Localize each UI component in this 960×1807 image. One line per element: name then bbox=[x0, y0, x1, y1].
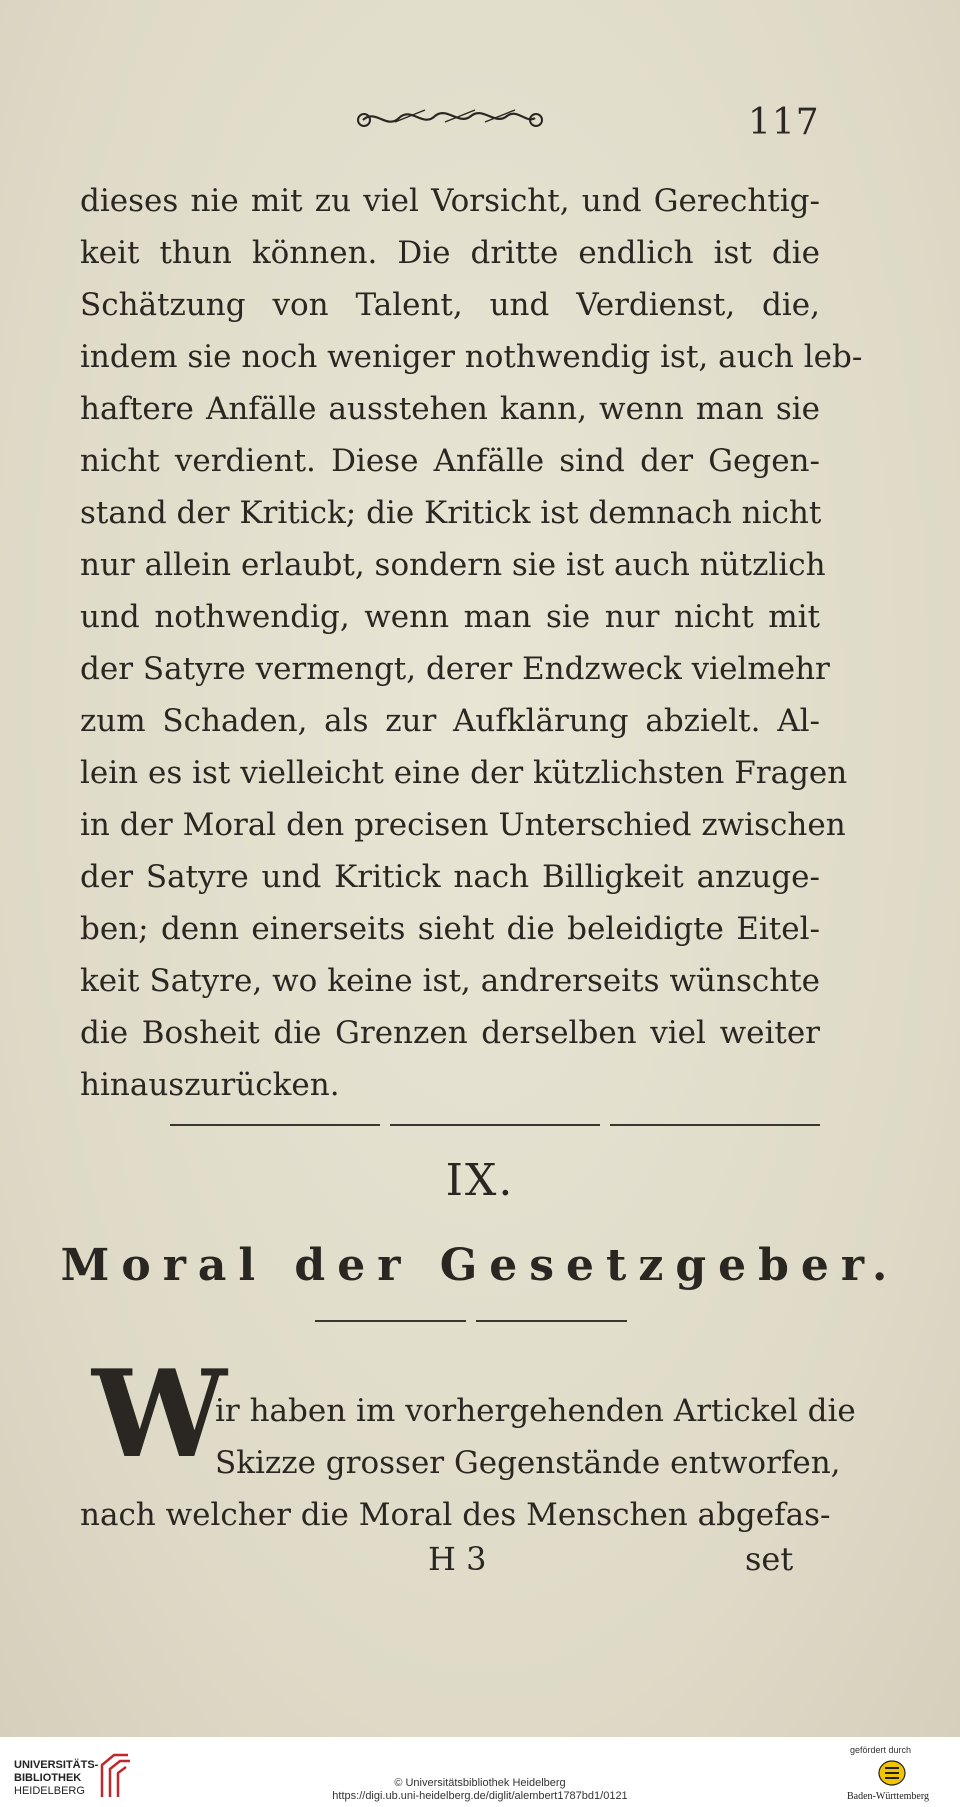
rule-segment bbox=[476, 1320, 627, 1322]
library-name-line: UNIVERSITÄTS- bbox=[14, 1759, 99, 1771]
text-line: ben; denn einerseits sieht die beleidigte Eitel- bbox=[80, 911, 820, 947]
sponsor-label: gefördert durch bbox=[850, 1745, 912, 1755]
text-line: keit Satyre, wo keine ist, andrerseits wünschte bbox=[80, 963, 820, 999]
text-line: Schätzung von Talent, und Verdienst, die, bbox=[80, 287, 820, 323]
title-underline-rule bbox=[315, 1320, 627, 1324]
catchword: set bbox=[745, 1540, 794, 1578]
footer bbox=[0, 1737, 960, 1807]
text-line: nur allein erlaubt, sondern sie ist auch nützlich bbox=[80, 547, 826, 583]
text-line: nach welcher die Moral des Menschen abgefas- bbox=[80, 1497, 831, 1533]
body-text bbox=[80, 175, 863, 1111]
section-number: IX. bbox=[445, 1155, 515, 1206]
library-name-line: BIBLIOTHEK bbox=[14, 1772, 82, 1784]
source-url[interactable]: https://digi.ub.uni-heidelberg.de/diglit/alembert1787bd1/0121 bbox=[332, 1790, 628, 1802]
text-line: lein es ist vielleicht eine der kützlichsten Fragen bbox=[80, 755, 848, 791]
text-line: dieses nie mit zu viel Vorsicht, und Gerechtig- bbox=[80, 183, 820, 219]
text-line: ir haben im vorhergehenden Artickel die bbox=[215, 1393, 856, 1429]
text-line: der Satyre vermengt, derer Endzweck vielmehr bbox=[80, 651, 830, 687]
text-line: stand der Kritick; die Kritick ist demnach nicht bbox=[80, 495, 822, 531]
header-ornament-icon bbox=[355, 100, 545, 136]
rule-segment bbox=[390, 1124, 600, 1126]
signature-mark: H 3 bbox=[428, 1540, 487, 1578]
copyright-text: © Universitätsbibliothek Heidelberg bbox=[394, 1777, 566, 1789]
library-name-line: HEIDELBERG bbox=[14, 1785, 85, 1797]
text-line: und nothwendig, wenn man sie nur nicht mit bbox=[80, 599, 820, 635]
text-line: indem sie noch weniger nothwendig ist, auch leb- bbox=[80, 339, 863, 375]
sponsor-name: Baden-Württemberg bbox=[847, 1791, 930, 1802]
section-title: Moral der Gesetzgeber. bbox=[60, 1240, 900, 1291]
section-divider-rule bbox=[170, 1122, 820, 1128]
rule-segment bbox=[610, 1124, 820, 1126]
text-line: der Satyre und Kritick nach Billigkeit anzuge- bbox=[80, 859, 820, 895]
rule-segment bbox=[170, 1124, 380, 1126]
page-number: 117 bbox=[748, 102, 820, 143]
text-line: haftere Anfälle ausstehen kann, wenn man sie bbox=[80, 391, 820, 427]
text-line: zum Schaden, als zur Aufklärung abzielt. Al- bbox=[80, 703, 820, 739]
text-line: die Bosheit die Grenzen derselben viel weiter bbox=[80, 1015, 820, 1051]
text-line: Skizze grosser Gegenstände entworfen, bbox=[215, 1445, 841, 1481]
text-line: hinauszurücken. bbox=[80, 1067, 340, 1103]
copyright-block bbox=[0, 1777, 960, 1803]
text-line: nicht verdient. Diese Anfälle sind der Gegen- bbox=[80, 443, 820, 479]
drop-cap: W bbox=[92, 1344, 227, 1485]
text-line: in der Moral den precisen Unterschied zwischen bbox=[80, 807, 846, 843]
rule-segment bbox=[315, 1320, 466, 1322]
baden-wuerttemberg-emblem-icon bbox=[877, 1759, 907, 1787]
text-line: keit thun können. Die dritte endlich ist die bbox=[80, 235, 820, 271]
